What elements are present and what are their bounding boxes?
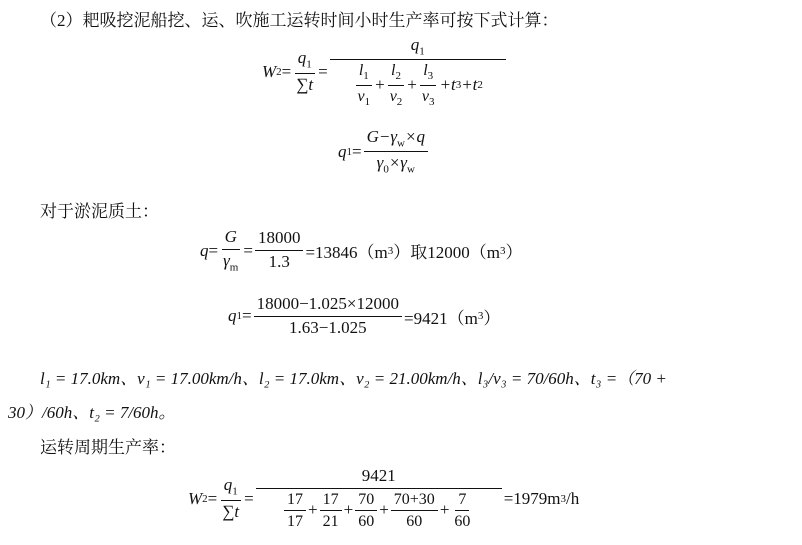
fraction-q1: $\frac{G-\gamma_w\times q}{\gamma_0\times\gamma_w}$ — [364, 128, 428, 176]
cycle-productivity-label: 运转周期生产率： — [40, 438, 176, 457]
parameter-line-2: 30）/60h、t₂ = 7/60h。 — [8, 403, 176, 422]
formula-w2-result: W 2 = $\frac{q_1}{\sum t}$ = 9421 $\frac{17}{17}$ + $\frac{17}{21}$ + $\frac{70}{60}$ + $\frac{70+30}{60}$ + $\frac{7}{60}$ =1979m 3 /h — [188, 466, 580, 531]
silt-soil-label: 对于淤泥质土： — [40, 202, 159, 221]
fraction-q1-over-travel-time: $q_1$ $\frac{l_1}{v_1}$ + $\frac{l_2}{v_2}$ + $\frac{l_3}{v_3}$ +t 3 +t 2 — [330, 36, 506, 108]
section-heading: （2）耙吸挖泥船挖、运、吹施工运转时间小时生产率可按下式计算： — [40, 11, 559, 30]
formula-w2-definition: W 2 = $\frac{q_1}{\sum t}$ = $q_1$ $\frac{l_1}{v_1}$ + $\frac{l_2}{v_2}$ + $\frac{l_3}{v_3}$ +t 3 +t 2 — [262, 36, 508, 108]
formula-q-silt: q = $\frac{G}{\gamma_m}$ = $\frac{18000}{1.3}$ =13846（m 3 ）取12000（m 3 ） — [200, 227, 523, 274]
formula-q1-value: q 1 = $\frac{18000-1.025\times 12000}{1.63-1.025}$ =9421（m 3 ） — [228, 294, 501, 337]
formula-q1-definition: q 1 = $\frac{G-\gamma_w\times q}{\gamma_0\times\gamma_w}$ — [338, 128, 430, 176]
fraction-q1-over-sum-t: $\frac{q_1}{\sum t}$ — [296, 48, 314, 94]
parameter-line-1: l₁ = 17.0km、v₁ = 17.00km/h、l₂ = 17.0km、v₂ = 21.00km/h、l₃/v₃ = 70/60h、t₃ =（70 + — [40, 369, 667, 388]
fraction-cycle: 9421 $\frac{17}{17}$ + $\frac{17}{21}$ + $\frac{70}{60}$ + $\frac{70+30}{60}$ + $\frac{7}{60}$ — [256, 467, 502, 531]
